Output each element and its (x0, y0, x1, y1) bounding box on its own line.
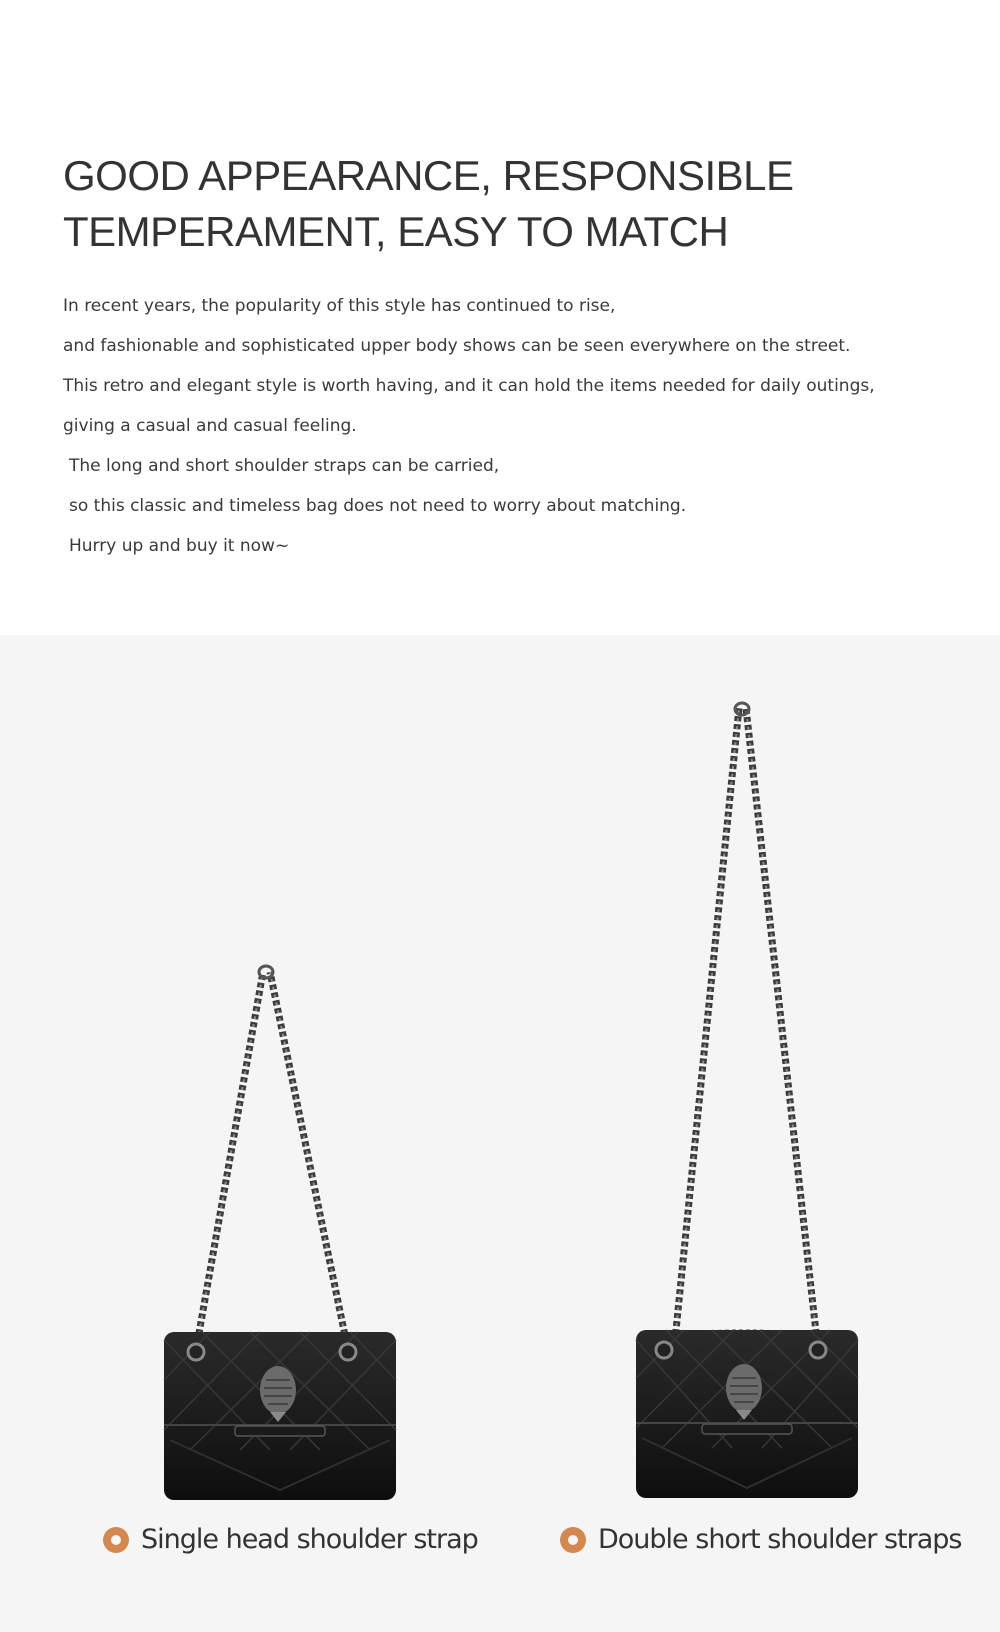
caption-double-strap (560, 1524, 961, 1555)
description-line: and fashionable and sophisticated upper body shows can be seen everywhere on the street. (63, 336, 851, 356)
description-line: The long and short shoulder straps can be carried, (69, 456, 500, 476)
headline-line-1: GOOD APPEARANCE, RESPONSIBLE (63, 152, 794, 199)
description-line: Hurry up and buy it now~ (69, 536, 290, 556)
description-line: giving a casual and casual feeling. (63, 416, 357, 436)
circle-bullet-icon (560, 1527, 586, 1553)
caption-single-strap (103, 1524, 478, 1555)
description (63, 286, 963, 566)
description-line: so this classic and timeless bag does not need to worry about matching. (69, 496, 687, 516)
intro-section (0, 0, 1000, 635)
caption-double-strap-text: Double short shoulder straps (598, 1524, 962, 1555)
bag-single-strap-image (150, 960, 410, 1510)
headline-line-2: TEMPERAMENT, EASY TO MATCH (63, 208, 729, 255)
description-line: In recent years, the popularity of this style has continued to rise, (63, 296, 616, 316)
headline (63, 148, 963, 260)
description-line: This retro and elegant style is worth having, and it can hold the items needed for daily outings, (63, 376, 875, 396)
bag-double-strap-image (622, 700, 872, 1510)
circle-bullet-icon (103, 1527, 129, 1553)
caption-single-strap-text: Single head shoulder strap (141, 1524, 478, 1555)
